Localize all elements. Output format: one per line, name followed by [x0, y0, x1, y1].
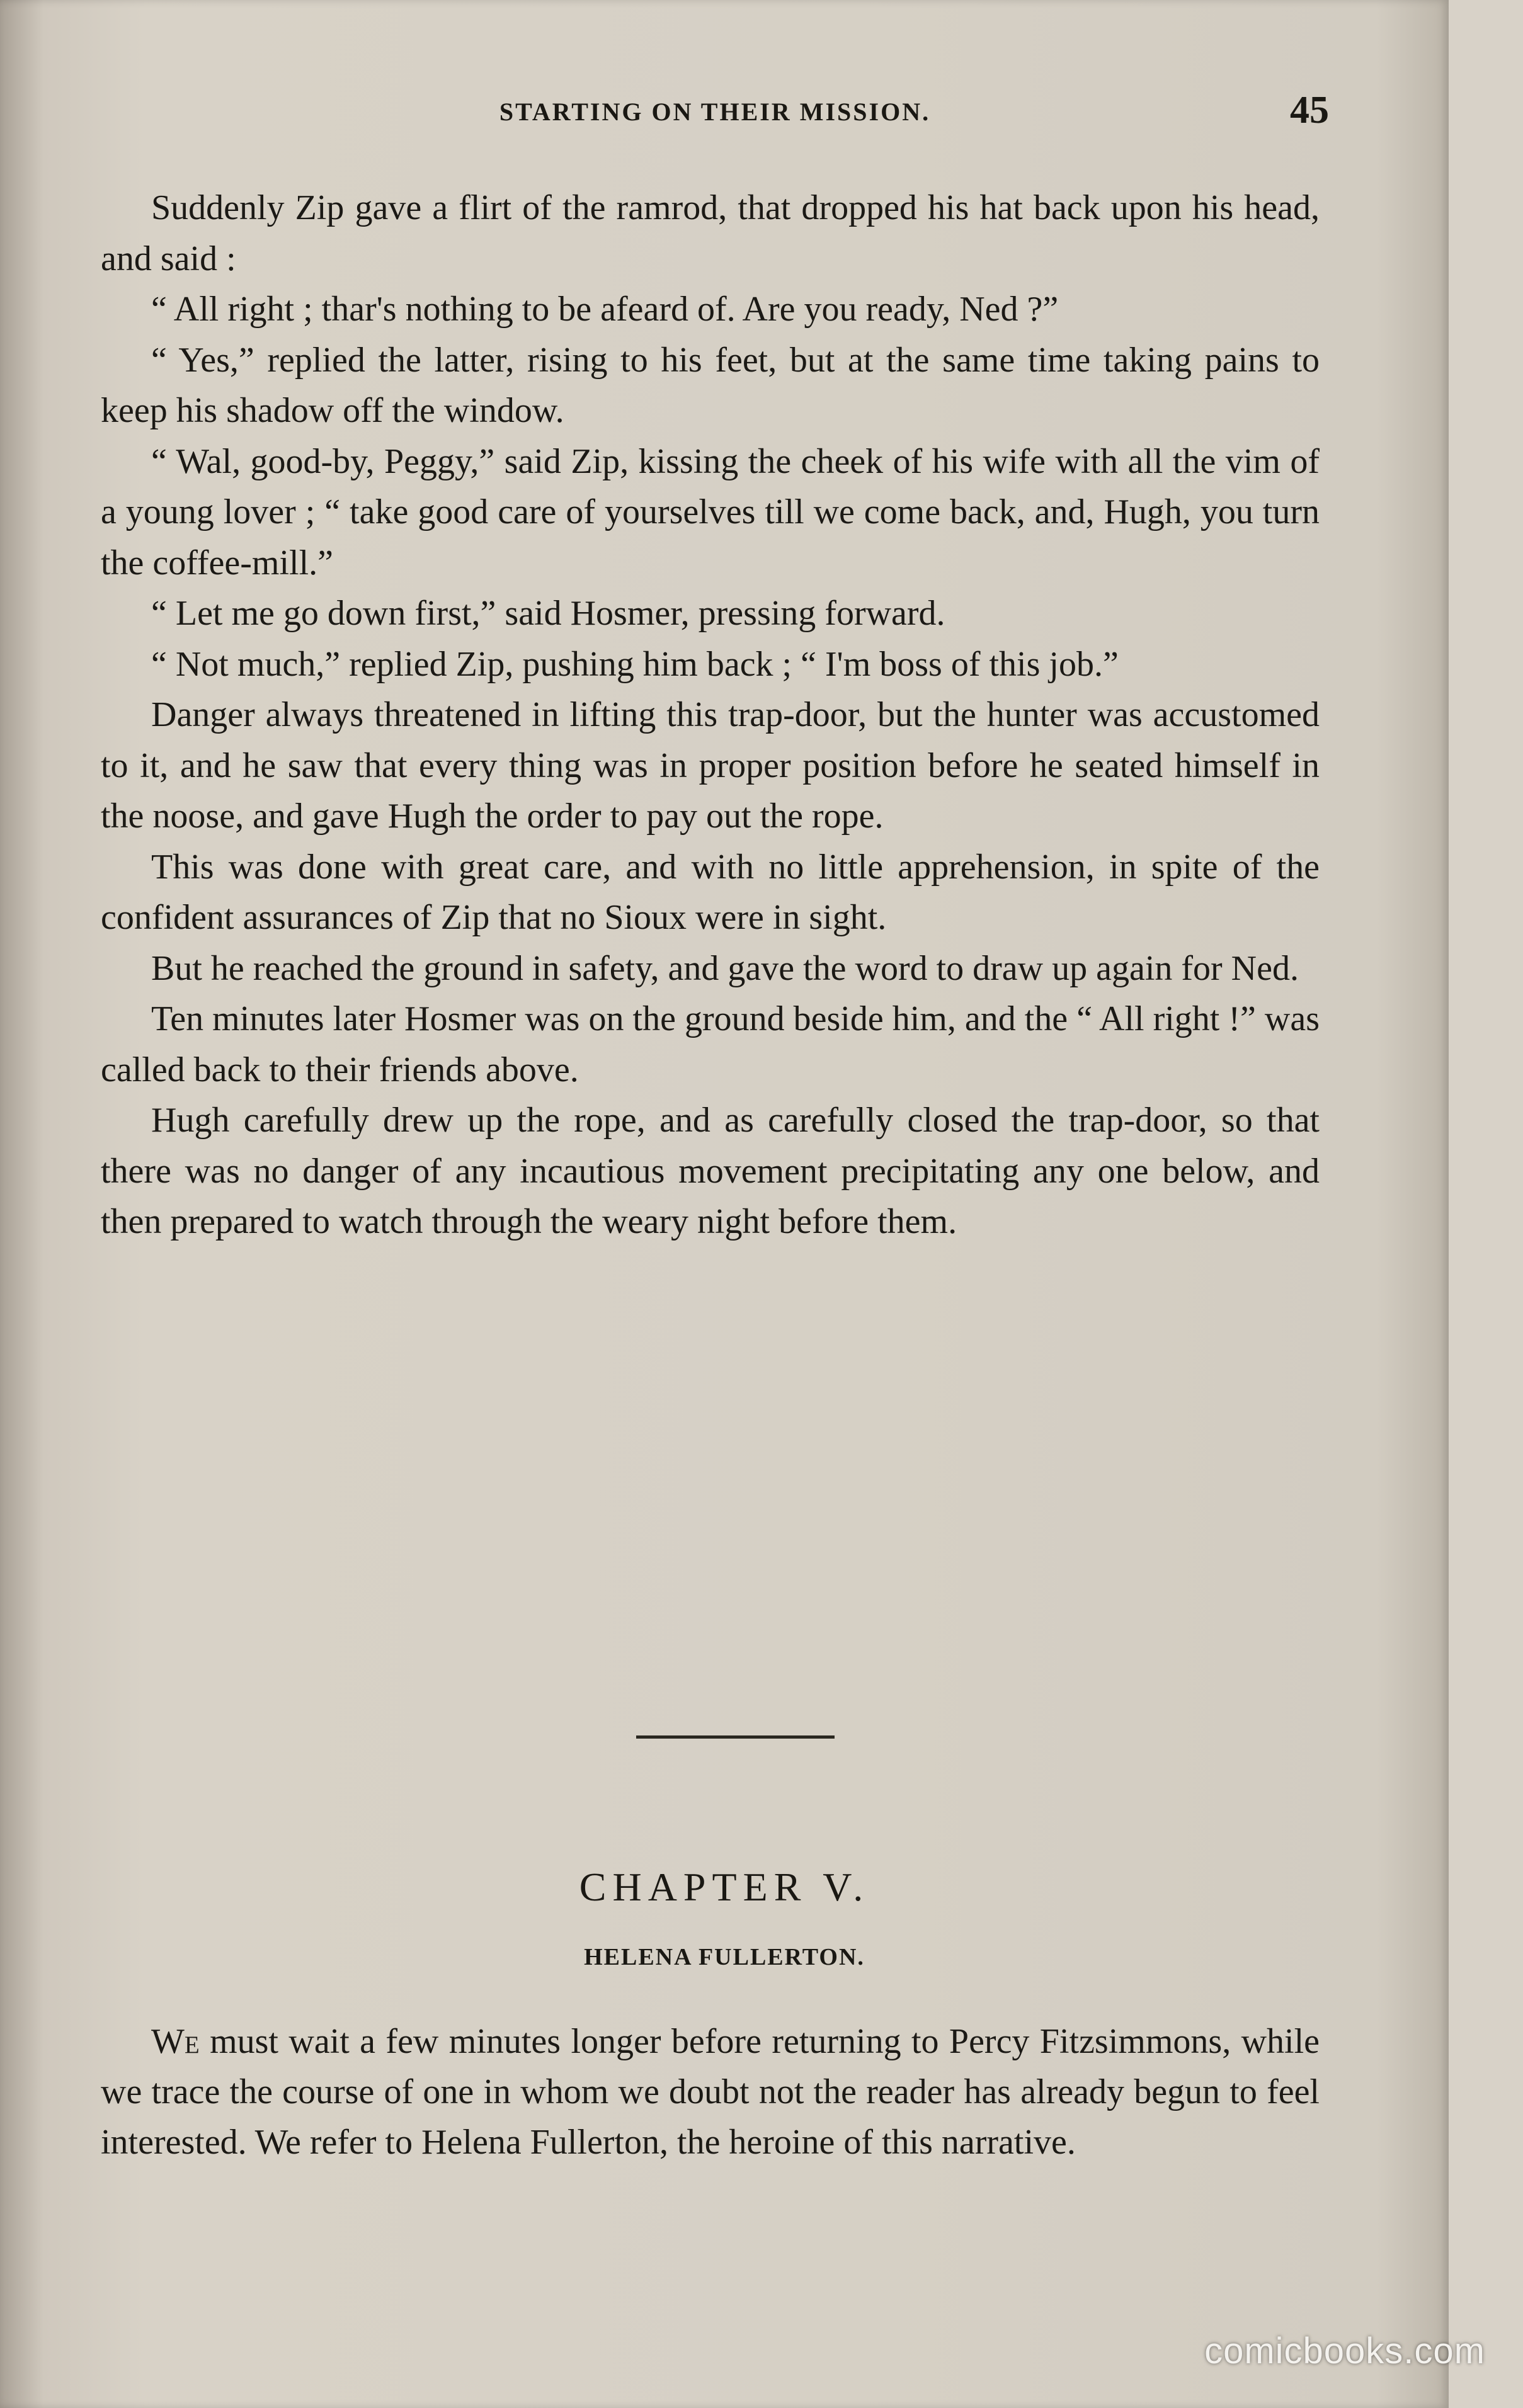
watermark: comicbooks.com [1204, 2331, 1485, 2371]
chapter-subtitle: HELENA FULLERTON. [584, 1944, 865, 1970]
page-header [101, 88, 1329, 139]
paragraph: Ten minutes later Hosmer was on the ground beside him, and the “ All right !” was called back to their friends above. [101, 999, 1320, 1089]
opening-text: must wait a few minutes longer before returning to Percy Fitzsimmons, while we trace the course of one in whom we doubt not the reader has already begun to feel interested. We refer to Helena Fullerton, the heroine of this narrative. [101, 2022, 1320, 2162]
body-text [101, 183, 1320, 1247]
paragraph: This was done with great care, and with no little apprehension, in spite of the confident assurances of Zip that no Sioux were in sight. [101, 847, 1320, 937]
paragraph: “ All right ; thar's nothing to be afeard of. Are you ready, Ned ?” [151, 290, 1059, 329]
adjacent-page-edge [1449, 0, 1523, 2408]
section-divider [636, 1735, 835, 1739]
paragraph: “ Wal, good-by, Peggy,” said Zip, kissing the cheek of his wife with all the vim of a young lover ; “ take good care of yourselves till we come back, and, Hugh, you turn the coffee-mill.” [101, 441, 1320, 582]
chapter-opening [101, 2016, 1320, 2167]
paragraph: “ Yes,” replied the latter, rising to his feet, but at the same time taking pains to keep his shadow off the window. [101, 340, 1320, 430]
chapter-title: CHAPTER V. [579, 1865, 870, 1909]
paragraph: Danger always threatened in lifting this trap-door, but the hunter was accustomed to it, and he saw that every thing was in proper position before he seated himself in the noose, and gave Hugh the order to pay out the rope. [101, 695, 1320, 836]
running-head: STARTING ON THEIR MISSION. [499, 98, 931, 126]
page-number: 45 [1290, 89, 1329, 132]
opening-paragraph [101, 2016, 1320, 2167]
paragraph: Suddenly Zip gave a flirt of the ramrod, that dropped his hat back upon his head, and said : [101, 188, 1320, 278]
paragraph: “ Let me go down first,” said Hosmer, pressing forward. [151, 594, 945, 633]
paragraph: “ Not much,” replied Zip, pushing him back ; “ I'm boss of this job.” [151, 644, 1119, 684]
paragraph: Hugh carefully drew up the rope, and as carefully closed the trap-door, so that there was no danger of any incautious movement precipitating any one below, and then prepared to watch through the weary night before them. [101, 1101, 1320, 1241]
opening-word: We [151, 2022, 200, 2061]
paragraph: But he reached the ground in safety, and gave the word to draw up again for Ned. [151, 948, 1299, 988]
